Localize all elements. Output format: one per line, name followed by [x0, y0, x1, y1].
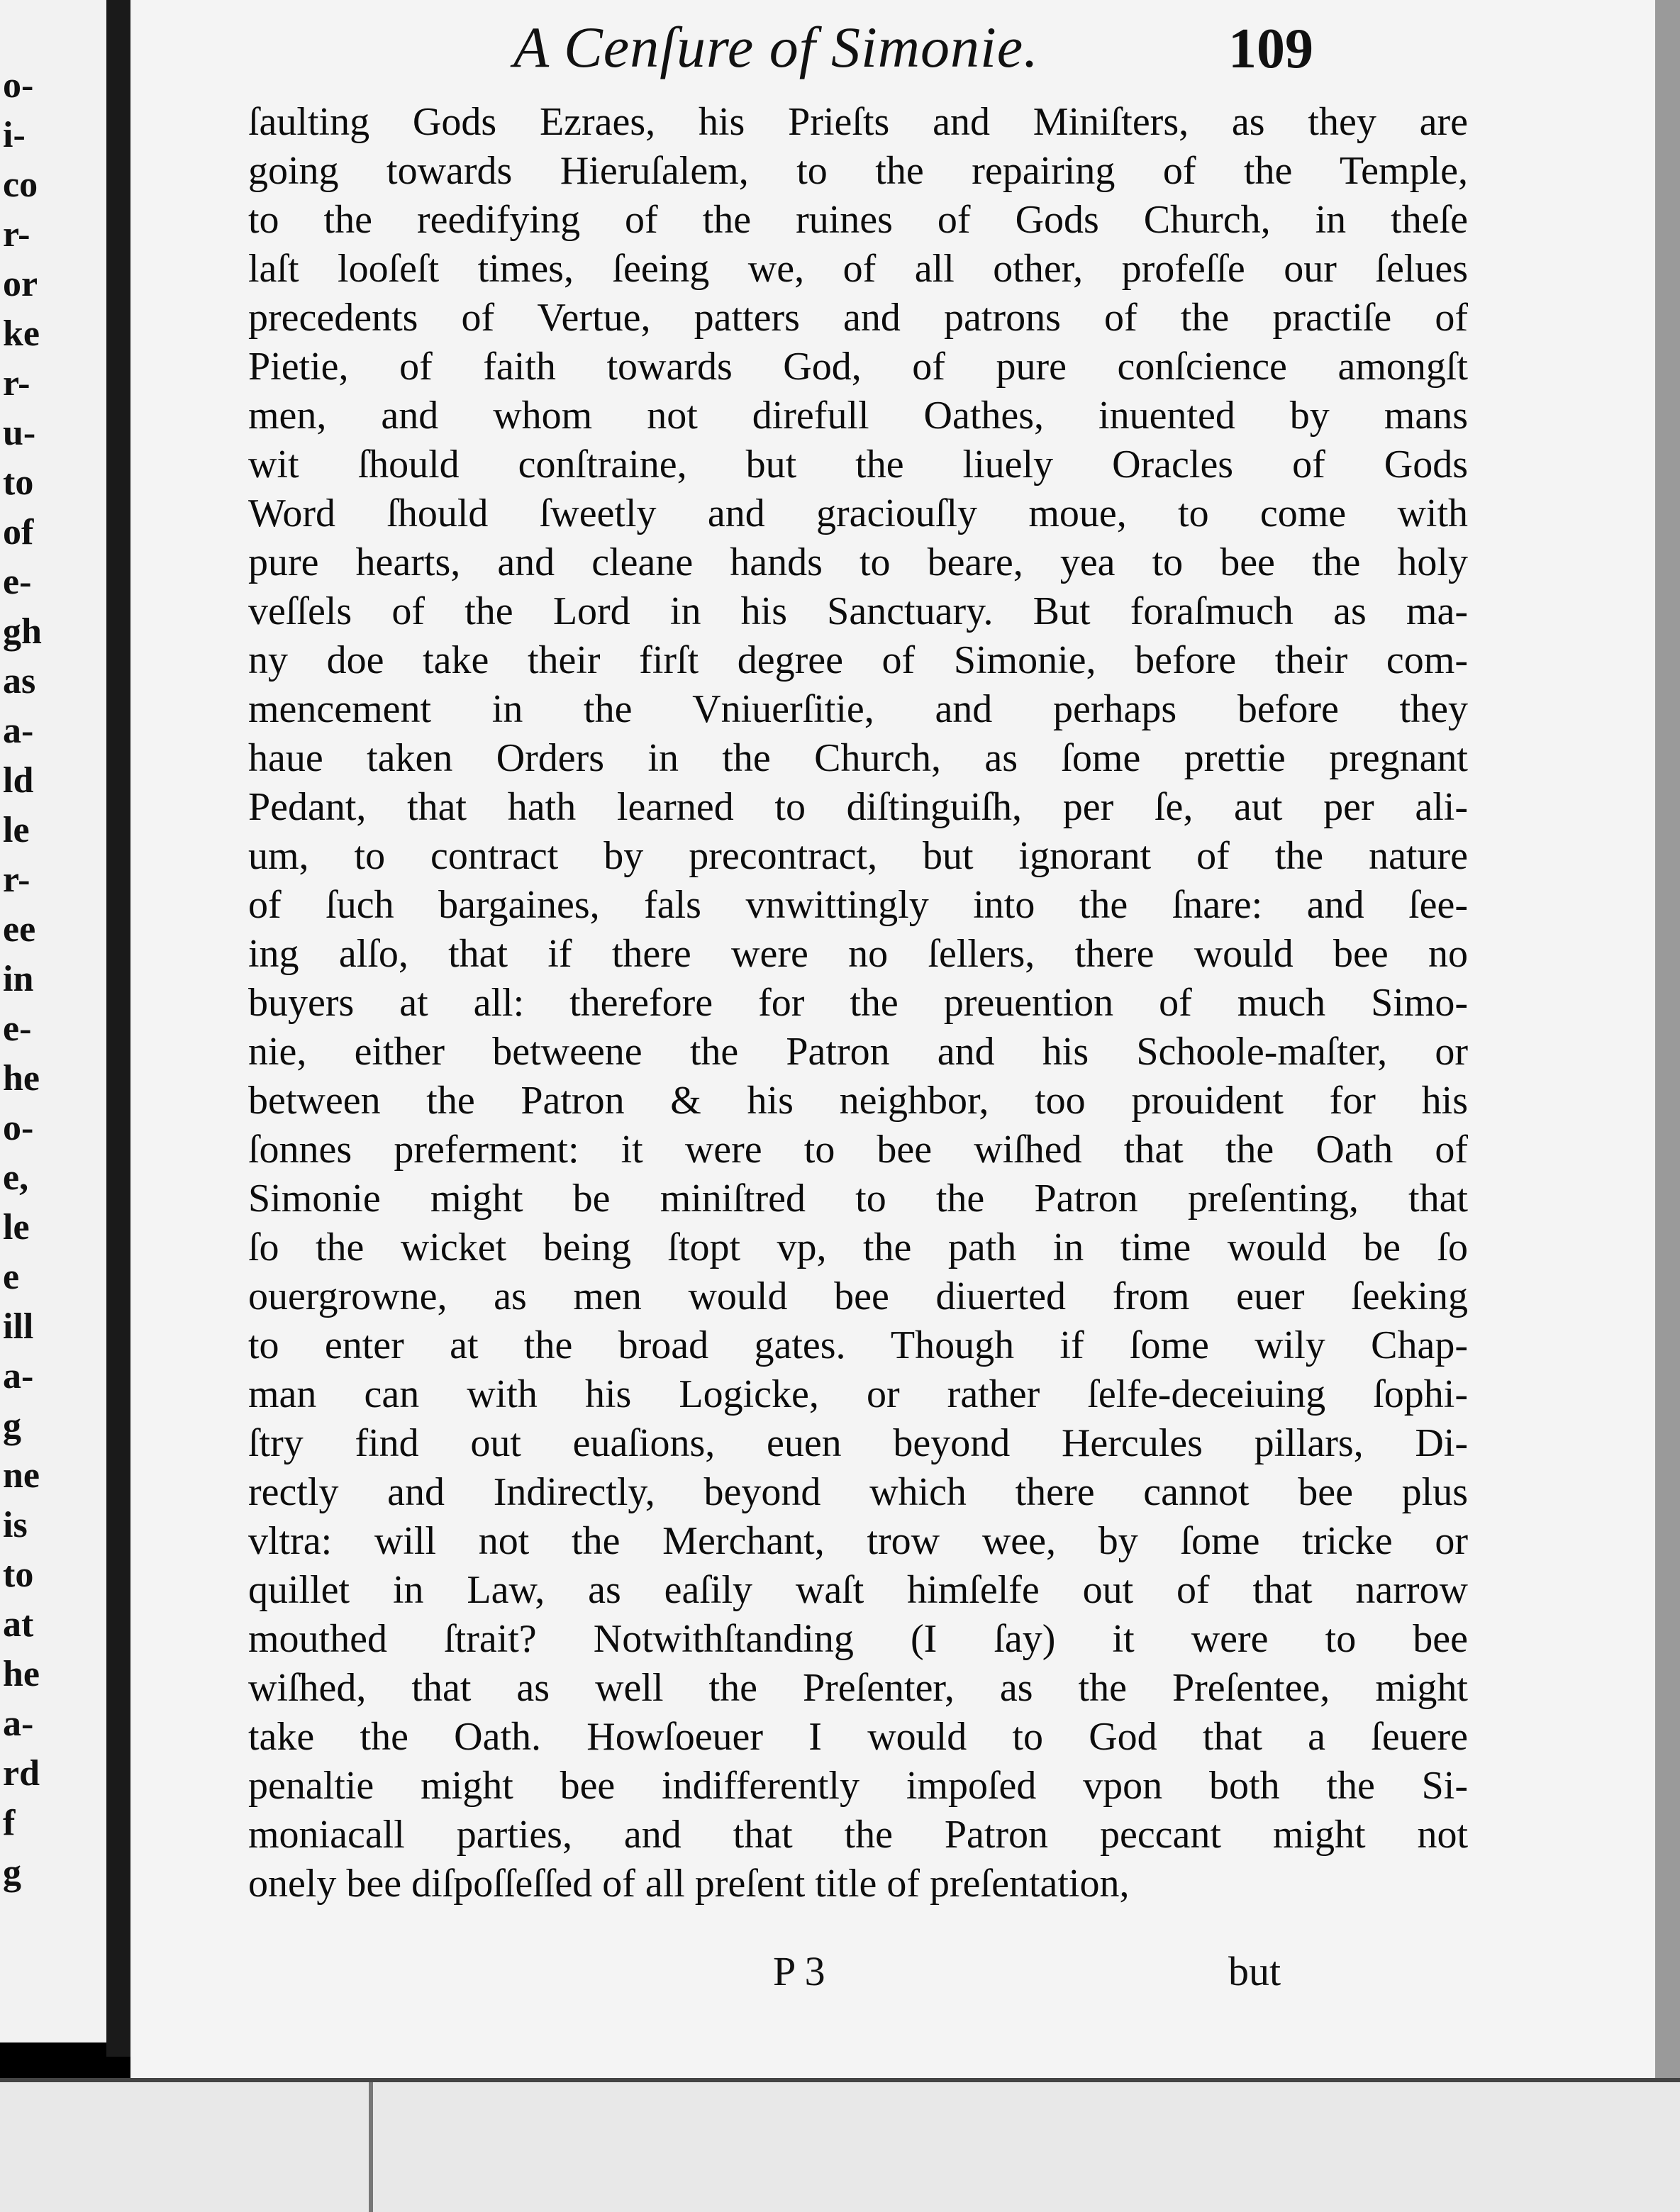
text-line: um, to contract by precontract, but ignorant of the nature — [248, 834, 1468, 878]
facing-page-fragment: a- — [3, 1356, 34, 1396]
facing-page-fragment: ne — [3, 1455, 40, 1496]
scan-seam — [0, 2078, 1680, 2082]
facing-page-fragment: u- — [3, 413, 36, 453]
text-line: buyers at all: therefore for the preuention of much Simo- — [248, 981, 1468, 1025]
text-line: Pietie, of faith towards God, of pure conſcience amongſt — [248, 345, 1468, 389]
text-line: nie, either betweene the Patron and his Schoole-maſter, or — [248, 1030, 1468, 1074]
facing-page-fragment: is — [3, 1505, 28, 1545]
text-line: ſonnes preferment: it were to bee wiſhed that the Oath of — [248, 1128, 1468, 1172]
text-line: veſſels of the Lord in his Sanctuary. But foraſmuch as ma- — [248, 589, 1468, 633]
facing-page-fragment: e, — [3, 1157, 29, 1198]
text-line: Simonie might be miniſtred to the Patron preſenting, that — [248, 1177, 1468, 1221]
facing-page-fragment: o- — [3, 1108, 34, 1148]
facing-page-fragment: rd — [3, 1753, 40, 1794]
text-line: ny doe take their firſt degree of Simonie, before their com- — [248, 638, 1468, 682]
text-line: wiſhed, that as well the Preſenter, as the Preſentee, might — [248, 1666, 1468, 1710]
text-line: Pedant, that hath learned to diſtinguiſh, per ſe, aut per ali- — [248, 785, 1468, 829]
facing-page-fragment: to — [3, 1555, 34, 1595]
text-line: mouthed ſtrait? Notwithſtanding (I ſay) it were to bee — [248, 1617, 1468, 1661]
text-line: ſtry find out euaſions, euen beyond Hercules pillars, Di- — [248, 1421, 1468, 1465]
text-line: man can with his Logicke, or rather ſelfe-deceiuing ſophi- — [248, 1372, 1468, 1416]
text-line: Word ſhould ſweetly and graciouſly moue, to come with — [248, 491, 1468, 535]
facing-page-fragment: ee — [3, 909, 36, 950]
facing-page-fragment: i- — [3, 115, 26, 155]
facing-page-fragment: ke — [3, 313, 40, 354]
facing-page-fragment: a- — [3, 1704, 34, 1744]
facing-page-fragment: gh — [3, 611, 42, 652]
facing-page-fragment: g — [3, 1406, 21, 1446]
facing-page-fragment: e — [3, 1257, 20, 1297]
text-line: pure hearts, and cleane hands to beare, yea to bee the holy — [248, 540, 1468, 584]
text-line: between the Patron & his neighbor, too prouident for his — [248, 1079, 1468, 1123]
scan-bottom-band — [0, 2078, 1680, 2212]
text-line: penaltie might bee indifferently impoſed vpon both the Si- — [248, 1764, 1468, 1808]
text-line: laſt looſeſt times, ſeeing we, of all other, profeſſe our ſelues — [248, 247, 1468, 291]
text-line: to the reedifying of the ruines of Gods Church, in theſe — [248, 198, 1468, 242]
text-line: ſaulting Gods Ezraes, his Prieſts and Miniſters, as they are — [248, 100, 1468, 144]
text-line: haue taken Orders in the Church, as ſome prettie pregnant — [248, 736, 1468, 780]
text-line: ſo the wicket being ſtopt vp, the path in time would be ſo — [248, 1226, 1468, 1269]
facing-page-fragment: e- — [3, 562, 32, 602]
facing-page-fragment: at — [3, 1604, 34, 1645]
body-text — [248, 98, 1468, 1908]
book-gutter — [106, 0, 130, 2057]
page-edge-shadow — [1655, 0, 1680, 2092]
facing-page-fragment: of — [3, 512, 34, 552]
text-line: ing alſo, that if there were no ſellers, there would bee no — [248, 932, 1468, 976]
signature-mark: P 3 — [773, 1948, 825, 1994]
facing-page-left-edge — [0, 0, 111, 2043]
text-line: rectly and Indirectly, beyond which there cannot bee plus — [248, 1470, 1468, 1514]
scan-seam-vertical — [369, 2082, 373, 2212]
facing-page-fragment: co — [3, 165, 38, 205]
text-line: take the Oath. Howſoeuer I would to God that a ſeuere — [248, 1715, 1468, 1759]
facing-page-fragment: a- — [3, 711, 34, 751]
text-line: going towards Hieruſalem, to the repairing of the Temple, — [248, 149, 1468, 193]
facing-page-fragment: or — [3, 264, 38, 304]
facing-page-fragment: o- — [3, 65, 34, 106]
facing-page-fragment: f — [3, 1803, 16, 1843]
facing-page-fragment: r- — [3, 363, 30, 404]
facing-page-fragment: to — [3, 462, 34, 503]
facing-page-fragment: r- — [3, 860, 30, 900]
text-line: of ſuch bargaines, fals vnwittingly into the ſnare: and ſee- — [248, 883, 1468, 927]
running-head: A Cenſure of Simonie. — [513, 15, 1039, 79]
text-line: ouergrowne, as men would bee diuerted from euer ſeeking — [248, 1274, 1468, 1318]
facing-page-fragment: g — [3, 1852, 21, 1893]
facing-page-fragment: r- — [3, 214, 30, 255]
facing-page-fragment: ld — [3, 760, 34, 801]
text-line: moniacall parties, and that the Patron peccant might not — [248, 1813, 1468, 1857]
facing-page-fragment: e- — [3, 1008, 32, 1049]
page-number: 109 — [1228, 18, 1313, 80]
text-line: mencement in the Vniuerſitie, and perhaps before they — [248, 687, 1468, 731]
text-line: onely bee diſpoſſeſſed of all preſent title of preſentation, — [248, 1862, 1130, 1906]
text-line: precedents of Vertue, patters and patrons of the practiſe of — [248, 296, 1468, 340]
text-line: quillet in Law, as eaſily waſt himſelfe out of that narrow — [248, 1568, 1468, 1612]
catchword: but — [1228, 1948, 1281, 1994]
text-line: to enter at the broad gates. Though if ſome wily Chap- — [248, 1323, 1468, 1367]
book-page — [130, 0, 1655, 2092]
text-line: vltra: will not the Merchant, trow wee, by ſome tricke or — [248, 1519, 1468, 1563]
facing-page-fragment: le — [3, 810, 30, 850]
facing-page-fragment: he — [3, 1058, 40, 1099]
facing-page-fragment: he — [3, 1654, 40, 1694]
facing-page-fragment: in — [3, 959, 34, 999]
facing-page-fragment: ill — [3, 1306, 34, 1347]
text-line: wit ſhould conſtraine, but the liuely Oracles of Gods — [248, 443, 1468, 487]
text-line: men, and whom not direfull Oathes, inuented by mans — [248, 394, 1468, 438]
facing-page-fragment: as — [3, 661, 36, 701]
facing-page-fragment: le — [3, 1207, 30, 1247]
